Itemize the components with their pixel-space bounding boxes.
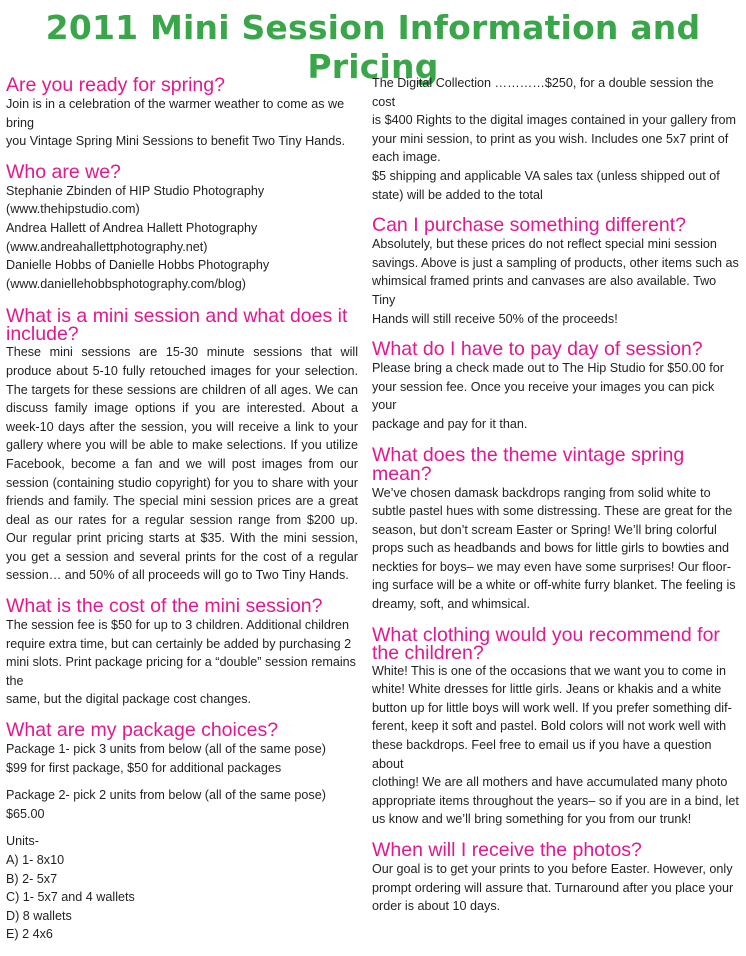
body-line: your mini session, to print as you wish. Includes one 5x7 print of	[372, 131, 729, 146]
section-heading: What is a mini session and what does it include?	[6, 305, 348, 346]
page-title: 2011 Mini Session Information and Pricing	[45, 8, 701, 86]
section-heading: What is the cost of the mini session?	[6, 595, 323, 618]
section-heading: Can I purchase something different?	[372, 214, 686, 237]
body-line: you Vintage Spring Mini Sessions to benefit Two Tiny Hands.	[6, 134, 346, 149]
section-packages	[6, 721, 358, 944]
body-line: these backdrops. Feel free to email us if you have a question about	[372, 738, 712, 771]
body-line: Andrea Hallett of Andrea Hallett Photography	[6, 220, 258, 235]
body-line: Please bring a check made out to The Hip Studio for $50.00 for	[372, 361, 724, 376]
body-line: (www.andreahallettphotography.net)	[6, 239, 208, 254]
section-spring	[6, 76, 358, 151]
body-line: props such as headbands and bows for little girls to bowties and	[372, 541, 730, 556]
section-pay	[372, 340, 740, 433]
body-line: Absolutely, but these prices do not reflect special mini session	[372, 237, 717, 252]
section-heading: Are you ready for spring?	[6, 74, 225, 96]
body-paragraph: These mini sessions are 15-30 minute sessions that will produce about 5-10 fully retouched images for your selection. The targets for these sessions are children of all ages. We can discuss family image options if you are interested. About a week-10 days after the session, you will receive a link to your gallery where you will be able to make selections. If you utilize Facebook, become a fan and we will post images from our session (containing studio copyright) for you to share with your friends and family. The special mini session prices are a great deal as our rates for a regular session range from $200 up. Our regular print pricing starts at $35. With the mini session, you get a session and several prints for the cost of a regular session… and 50% of all proceeds will go to Two Tiny Hands.	[6, 345, 358, 583]
section-digital-collection	[372, 74, 740, 204]
body-line: The Digital Collection …………$250, for a double session the cost	[372, 76, 714, 109]
body-line: each image.	[372, 150, 441, 165]
unit-item: E) 2 4x6	[6, 927, 53, 942]
section-theme	[372, 443, 740, 614]
body-line: ing surface will be a white or off-white furry blanket. The feeling is	[372, 578, 736, 593]
body-line: state) will be added to the total	[372, 187, 543, 202]
section-mini-session	[6, 307, 358, 585]
body-line: season, but don’t scream Easter or Spring! We’ll bring colorful	[372, 522, 717, 537]
body-line: We’ve chosen damask backdrops ranging from solid white to	[372, 485, 711, 500]
units-label: Units-	[6, 834, 39, 849]
body-line: button up for little boys will work well. If you prefer something dif-	[372, 700, 732, 715]
section-photos	[372, 841, 740, 916]
section-heading: What does the theme vintage spring mean?	[372, 443, 685, 485]
package-1-price: $99 for first package, $50 for additional packages	[6, 760, 282, 775]
body-line: The session fee is $50 for up to 3 children. Additional children	[6, 618, 350, 633]
body-line: ferent, keep it soft and pastel. Bold colors will not work well with	[372, 719, 727, 734]
section-heading: What clothing would you recommend for the children?	[372, 623, 720, 664]
body-line: Stephanie Zbinden of HIP Studio Photography	[6, 183, 265, 198]
body-line: mini slots. Print package pricing for a “double” session remains the	[6, 655, 356, 688]
body-line: whimsical framed prints and canvases are also available. Two Tiny	[372, 274, 717, 307]
body-line: white! White dresses for little girls. Jeans or khakis and a white	[372, 682, 722, 697]
section-heading: When will I receive the photos?	[372, 839, 642, 861]
body-line: Danielle Hobbs of Danielle Hobbs Photography	[6, 258, 270, 273]
body-line: $5 shipping and applicable VA sales tax (unless shipped out of	[372, 168, 720, 183]
body-line: appropriate items throughout the years– so if you are in a bind, let	[372, 793, 739, 808]
body-line: order is about 10 days.	[372, 899, 501, 914]
body-line: your session fee. Once you receive your images you can pick your	[372, 379, 715, 413]
section-cost	[6, 597, 358, 709]
left-column	[6, 76, 358, 956]
body-line: is $400 Rights to the digital images contained in your gallery from	[372, 113, 737, 128]
package-1-line: Package 1- pick 3 units from below (all of the same pose)	[6, 742, 326, 757]
unit-item: B) 2- 5x7	[6, 871, 58, 886]
body-line: same, but the digital package cost changes.	[6, 692, 252, 707]
right-column	[372, 74, 740, 928]
section-clothing	[372, 623, 740, 829]
body-line: (www.thehipstudio.com)	[6, 202, 140, 217]
package-2-line: Package 2- pick 2 units from below (all of the same pose) $65.00	[6, 788, 326, 821]
body-line: prompt ordering will assure that. Turnaround after you place your	[372, 880, 734, 895]
body-line: (www.daniellehobbsphotography.com/blog)	[6, 276, 246, 291]
body-line: clothing! We are all mothers and have accumulated many photo	[372, 775, 728, 790]
body-line: require extra time, but can certainly be added by purchasing 2	[6, 636, 352, 651]
body-line: dreamy, soft, and whimsical.	[372, 597, 530, 612]
section-different	[372, 216, 740, 328]
body-line: us know and we’ll bring something for you from our trunk!	[372, 812, 692, 827]
body-line: package and pay for it than.	[372, 416, 528, 431]
unit-item: C) 1- 5x7 and 4 wallets	[6, 890, 135, 905]
section-heading: Who are we?	[6, 160, 121, 183]
body-line: White! This is one of the occasions that we want you to come in	[372, 663, 726, 678]
body-line: Our goal is to get your prints to you before Easter. However, only	[372, 862, 733, 876]
body-line: Join is in a celebration of the warmer weather to come as we bring	[6, 97, 345, 130]
body-line: savings. Above is just a sampling of products, other items such as	[372, 255, 739, 270]
unit-item: A) 1- 8x10	[6, 853, 65, 867]
unit-item: D) 8 wallets	[6, 908, 72, 923]
section-heading: What are my package choices?	[6, 719, 279, 742]
body-line: Hands will still receive 50% of the proceeds!	[372, 311, 618, 326]
body-line: neckties for boys– we may even have some surprises! Our floor-	[372, 559, 732, 574]
section-who-are-we	[6, 160, 358, 294]
body-line: subtle pastel hues with some distressing. These are great for the	[372, 504, 733, 519]
section-heading: What do I have to pay day of session?	[372, 338, 703, 361]
